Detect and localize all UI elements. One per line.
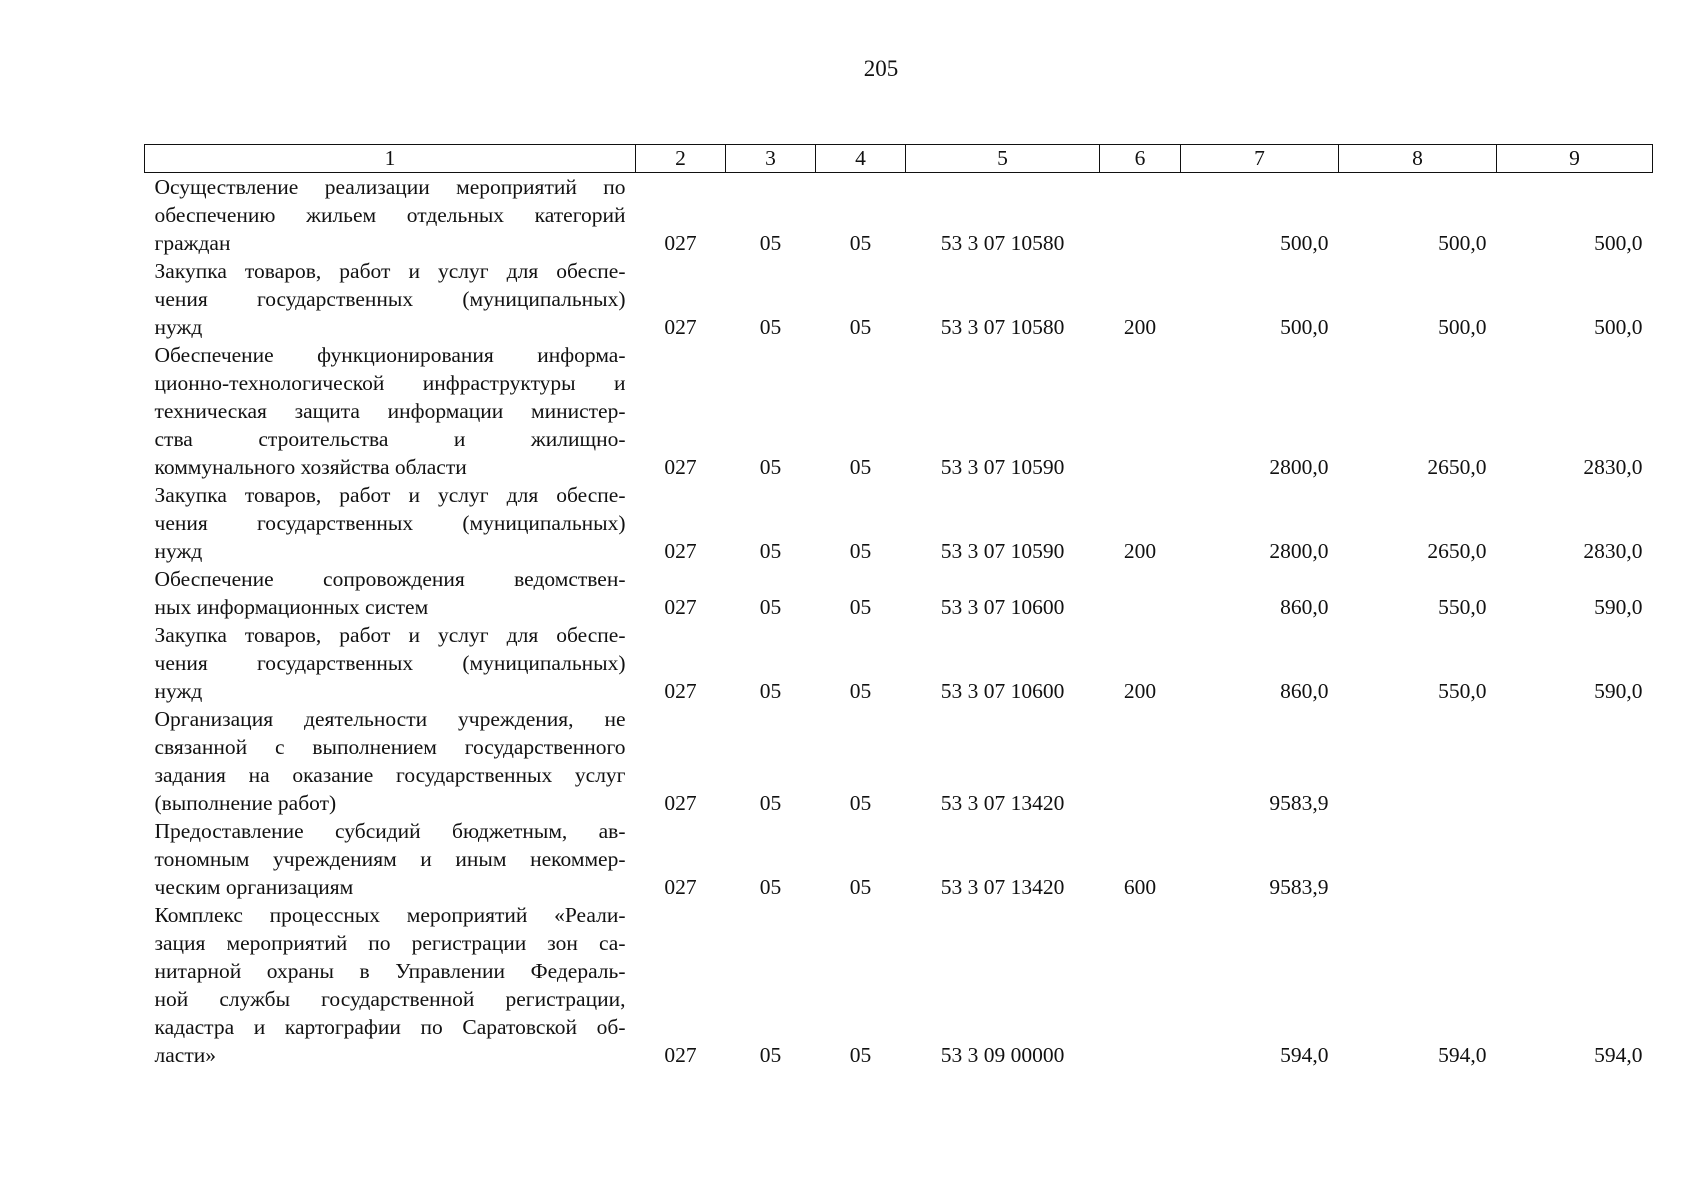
item-name-line: ческим организациям (154, 875, 354, 899)
subsection-code-cell: 05 (849, 231, 872, 255)
ministry-code-cell: 027 (664, 791, 697, 815)
item-name-line: Закупка товаров, работ и услуг для обеспе- (154, 623, 626, 647)
target-article-cell: 53 3 07 10580 (940, 231, 1065, 255)
item-name-cell (145, 817, 636, 901)
column-header-8: 8 (1339, 145, 1497, 173)
expense-type-cell (1100, 901, 1181, 1069)
item-name-line: коммунального хозяйства области (154, 455, 467, 479)
amount-col7-cell: 500,0 (1280, 231, 1329, 255)
column-header-9: 9 (1497, 145, 1653, 173)
item-name-line: чения государственных (муниципальных) (154, 651, 626, 675)
amount-col9-cell: 594,0 (1594, 1043, 1643, 1067)
expense-type-cell (1100, 173, 1181, 258)
section-code-cell: 05 (759, 875, 782, 899)
target-article-cell: 53 3 07 10590 (940, 539, 1065, 563)
section-code-cell: 05 (759, 539, 782, 563)
item-name-line: граждан (154, 231, 231, 255)
amount-col7-cell: 500,0 (1280, 315, 1329, 339)
amount-col8-cell: 550,0 (1438, 679, 1487, 703)
target-article-cell: 53 3 09 00000 (940, 1043, 1065, 1067)
amount-col7-cell: 2800,0 (1269, 539, 1329, 563)
subsection-code-cell: 05 (849, 679, 872, 703)
amount-col9-cell: 2830,0 (1583, 539, 1643, 563)
target-article-cell: 53 3 07 13420 (940, 875, 1065, 899)
section-code-cell: 05 (759, 315, 782, 339)
item-name-cell (145, 901, 636, 1069)
item-name-line: чения государственных (муниципальных) (154, 511, 626, 535)
table-body (145, 173, 1653, 1070)
target-article-cell: 53 3 07 13420 (940, 791, 1065, 815)
item-name-line: Организация деятельности учреждения, не (154, 707, 626, 731)
amount-col8-cell: 594,0 (1438, 1043, 1487, 1067)
item-name-line: Закупка товаров, работ и услуг для обеспе- (154, 483, 626, 507)
amount-col8-cell: 550,0 (1438, 595, 1487, 619)
section-code-cell: 05 (759, 791, 782, 815)
column-header-1: 1 (145, 145, 636, 173)
amount-col9-cell (1497, 705, 1653, 817)
subsection-code-cell: 05 (849, 791, 872, 815)
amount-col8-cell (1339, 705, 1497, 817)
subsection-code-cell: 05 (849, 1043, 872, 1067)
item-name-cell (145, 173, 636, 258)
item-name-line: нужд (154, 315, 203, 339)
item-name-line: ционно-технологической инфраструктуры и (154, 371, 626, 395)
ministry-code-cell: 027 (664, 1043, 697, 1067)
amount-col8-cell: 2650,0 (1427, 539, 1487, 563)
item-name-cell (145, 341, 636, 481)
subsection-code-cell: 05 (849, 875, 872, 899)
budget-table (144, 144, 1653, 1069)
table-row (145, 901, 1653, 1069)
table-row (145, 705, 1653, 817)
item-name-line: Комплекс процессных мероприятий «Реали- (154, 903, 626, 927)
column-header-7: 7 (1181, 145, 1339, 173)
table-row (145, 257, 1653, 341)
item-name-line: задания на оказание государственных услуг (154, 763, 626, 787)
table-header-row (145, 145, 1653, 173)
item-name-line: обеспечению жильем отдельных категорий (154, 203, 626, 227)
item-name-line: Осуществление реализации мероприятий по (154, 175, 626, 199)
ministry-code-cell: 027 (664, 679, 697, 703)
expense-type-cell: 200 (1123, 539, 1157, 563)
item-name-line: Обеспечение сопровождения ведомствен- (154, 567, 626, 591)
table-row (145, 817, 1653, 901)
table-row (145, 173, 1653, 258)
column-header-2: 2 (636, 145, 726, 173)
expense-type-cell: 600 (1123, 875, 1157, 899)
amount-col9-cell (1497, 817, 1653, 901)
section-code-cell: 05 (759, 1043, 782, 1067)
expense-type-cell (1100, 565, 1181, 621)
item-name-line: ных информационных систем (154, 595, 429, 619)
item-name-line: чения государственных (муниципальных) (154, 287, 626, 311)
table-row (145, 341, 1653, 481)
item-name-cell (145, 705, 636, 817)
item-name-line: техническая защита информации министер- (154, 399, 626, 423)
column-header-3: 3 (726, 145, 816, 173)
item-name-line: ной службы государственной регистрации, (154, 987, 626, 1011)
amount-col9-cell: 500,0 (1594, 315, 1643, 339)
subsection-code-cell: 05 (849, 315, 872, 339)
amount-col8-cell: 2650,0 (1427, 455, 1487, 479)
expense-type-cell (1100, 705, 1181, 817)
column-header-4: 4 (816, 145, 906, 173)
ministry-code-cell: 027 (664, 455, 697, 479)
section-code-cell: 05 (759, 595, 782, 619)
amount-col9-cell: 500,0 (1594, 231, 1643, 255)
item-name-cell (145, 257, 636, 341)
expense-type-cell (1100, 341, 1181, 481)
target-article-cell: 53 3 07 10590 (940, 455, 1065, 479)
subsection-code-cell: 05 (849, 595, 872, 619)
amount-col7-cell: 860,0 (1280, 679, 1329, 703)
item-name-line: Закупка товаров, работ и услуг для обеспе- (154, 259, 626, 283)
amount-col8-cell (1339, 817, 1497, 901)
table-row (145, 621, 1653, 705)
item-name-line: Предоставление субсидий бюджетным, ав- (154, 819, 626, 843)
subsection-code-cell: 05 (849, 539, 872, 563)
amount-col7-cell: 9583,9 (1269, 791, 1329, 815)
amount-col8-cell: 500,0 (1438, 231, 1487, 255)
expense-type-cell: 200 (1123, 315, 1157, 339)
column-header-6: 6 (1100, 145, 1181, 173)
item-name-line: ства строительства и жилищно- (154, 427, 626, 451)
amount-col7-cell: 594,0 (1280, 1043, 1329, 1067)
item-name-line: ласти» (154, 1043, 216, 1067)
ministry-code-cell: 027 (664, 539, 697, 563)
item-name-line: связанной с выполнением государственного (154, 735, 626, 759)
ministry-code-cell: 027 (664, 595, 697, 619)
table-row (145, 565, 1653, 621)
item-name-line: (выполнение работ) (154, 791, 337, 815)
ministry-code-cell: 027 (664, 315, 697, 339)
amount-col7-cell: 9583,9 (1269, 875, 1329, 899)
section-code-cell: 05 (759, 231, 782, 255)
column-header-5: 5 (906, 145, 1100, 173)
amount-col9-cell: 590,0 (1594, 679, 1643, 703)
item-name-line: тономным учреждениям и иным некоммер- (154, 847, 626, 871)
section-code-cell: 05 (759, 455, 782, 479)
amount-col9-cell: 2830,0 (1583, 455, 1643, 479)
ministry-code-cell: 027 (664, 875, 697, 899)
subsection-code-cell: 05 (849, 455, 872, 479)
target-article-cell: 53 3 07 10600 (940, 679, 1065, 703)
item-name-cell (145, 565, 636, 621)
item-name-cell (145, 621, 636, 705)
amount-col8-cell: 500,0 (1438, 315, 1487, 339)
item-name-line: кадастра и картографии по Саратовской об- (154, 1015, 626, 1039)
item-name-line: нужд (154, 539, 203, 563)
item-name-line: Обеспечение функционирования информа- (154, 343, 626, 367)
table-row (145, 481, 1653, 565)
item-name-line: нужд (154, 679, 203, 703)
amount-col9-cell: 590,0 (1594, 595, 1643, 619)
item-name-cell (145, 481, 636, 565)
expense-type-cell: 200 (1123, 679, 1157, 703)
target-article-cell: 53 3 07 10600 (940, 595, 1065, 619)
item-name-line: зация мероприятий по регистрации зон са- (154, 931, 626, 955)
item-name-line: нитарной охраны в Управлении Федераль- (154, 959, 626, 983)
ministry-code-cell: 027 (664, 231, 697, 255)
amount-col7-cell: 860,0 (1280, 595, 1329, 619)
section-code-cell: 05 (759, 679, 782, 703)
page-number: 205 (863, 56, 899, 81)
amount-col7-cell: 2800,0 (1269, 455, 1329, 479)
target-article-cell: 53 3 07 10580 (940, 315, 1065, 339)
